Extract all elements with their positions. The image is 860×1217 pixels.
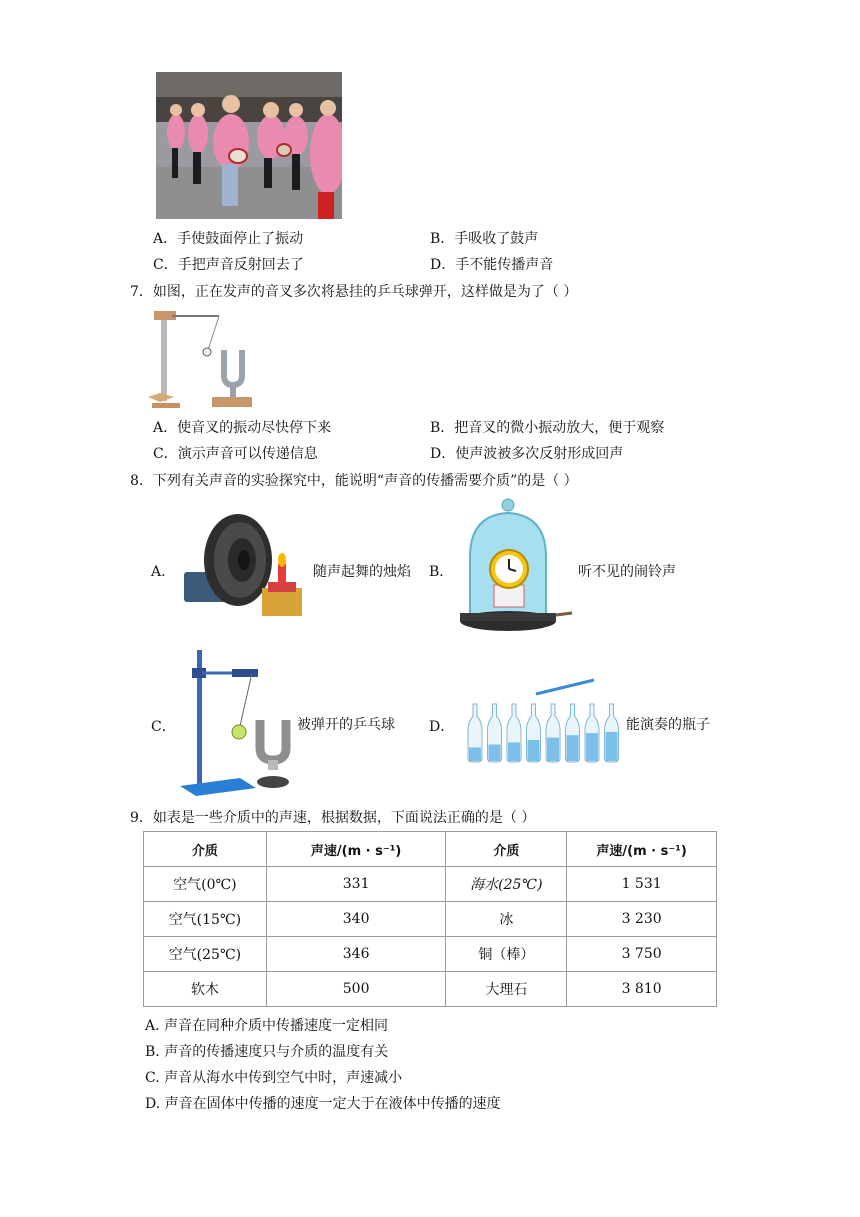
q7-option-b: B．把音叉的微小振动放大，便于观察 xyxy=(430,420,665,436)
bottle-water xyxy=(528,740,540,761)
table-header-cell: 介质 xyxy=(446,832,567,867)
q8-option-d-letter: D． xyxy=(429,719,455,735)
q8-option-c-letter: C． xyxy=(151,719,176,735)
q7-tuning-fork-figure xyxy=(146,305,256,414)
q6-option-c: C．手把声音反射回去了 xyxy=(153,257,304,273)
bottle-water xyxy=(469,748,481,762)
q9-option-d: D. 声音在固体中传播的速度一定大于在液体中传播的速度 xyxy=(145,1096,501,1112)
q8-option-a-caption: 随声起舞的烛焰 xyxy=(313,564,411,580)
table-cell: 1 531 xyxy=(567,867,717,902)
table-row xyxy=(144,902,717,937)
bottle-water xyxy=(489,745,501,762)
q6-option-a: A．手使鼓面停止了振动 xyxy=(153,231,304,247)
q8-option-c-caption: 被弹开的乒乓球 xyxy=(297,717,395,733)
table-row xyxy=(144,867,717,902)
q9-option-a: A. 声音在同种介质中传播速度一定相同 xyxy=(145,1018,389,1034)
table-cell: 346 xyxy=(266,937,446,972)
q8-stem: 8．下列有关声音的实验探究中，能说明“声音的传播需要介质”的是（ ） xyxy=(130,473,578,489)
table-cell: 空气(25℃) xyxy=(144,937,267,972)
table-cell: 500 xyxy=(266,972,446,1007)
table-cell: 铜（棒） xyxy=(446,937,567,972)
table-cell: 软木 xyxy=(144,972,267,1007)
table-cell: 3 750 xyxy=(567,937,717,972)
table-cell: 331 xyxy=(266,867,446,902)
q8-stand-tuning-fork-image xyxy=(178,648,300,802)
q8-bell-jar-image xyxy=(458,497,576,643)
bottle-water xyxy=(606,732,618,761)
table-row xyxy=(144,937,717,972)
table-header-cell: 声速/(m · s⁻¹) xyxy=(567,832,717,867)
q8-option-b-letter: B． xyxy=(429,564,454,580)
table-cell: 340 xyxy=(266,902,446,937)
q8-speaker-candle-image xyxy=(180,510,308,626)
q7-stem: 7．如图，正在发声的音叉多次将悬挂的乒乓球弹开，这样做是为了（ ） xyxy=(130,284,578,300)
bottle-water xyxy=(508,742,520,761)
q7-option-d: D．使声波被多次反射形成回声 xyxy=(430,446,624,462)
q6-option-b: B．手吸收了鼓声 xyxy=(430,231,539,247)
bottle-water xyxy=(567,735,579,761)
table-cell: 3 230 xyxy=(567,902,717,937)
table-cell: 冰 xyxy=(446,902,567,937)
q6-option-d: D．手不能传播声音 xyxy=(430,257,554,273)
table-header-cell: 声速/(m · s⁻¹) xyxy=(266,832,446,867)
table-cell: 3 810 xyxy=(567,972,717,1007)
bottle-water xyxy=(586,733,598,761)
q9-option-b: B. 声音的传播速度只与介质的温度有关 xyxy=(145,1044,389,1060)
table-header-cell: 介质 xyxy=(144,832,267,867)
table-cell: 空气(0℃) xyxy=(144,867,267,902)
table-cell: 海水(25℃) xyxy=(446,867,567,902)
bottle-water xyxy=(547,738,559,761)
q8-option-a-letter: A． xyxy=(151,564,176,580)
q7-option-a: A．使音叉的振动尽快停下来 xyxy=(153,420,332,436)
q9-stem: 9．如表是一些介质中的声速，根据数据，下面说法正确的是（ ） xyxy=(130,810,536,826)
q8-water-bottles-image xyxy=(464,678,624,768)
speed-of-sound-table xyxy=(143,831,717,1007)
table-row xyxy=(144,972,717,1007)
table-cell: 空气(15℃) xyxy=(144,902,267,937)
q8-option-d-caption: 能演奏的瓶子 xyxy=(626,717,710,733)
drum-parade-photo xyxy=(156,72,342,219)
table-header-row xyxy=(144,832,717,867)
q8-option-b-caption: 听不见的闹铃声 xyxy=(578,564,676,580)
table-cell: 大理石 xyxy=(446,972,567,1007)
q7-option-c: C．演示声音可以传递信息 xyxy=(153,446,318,462)
q9-option-c: C. 声音从海水中传到空气中时，声速减小 xyxy=(145,1070,403,1086)
